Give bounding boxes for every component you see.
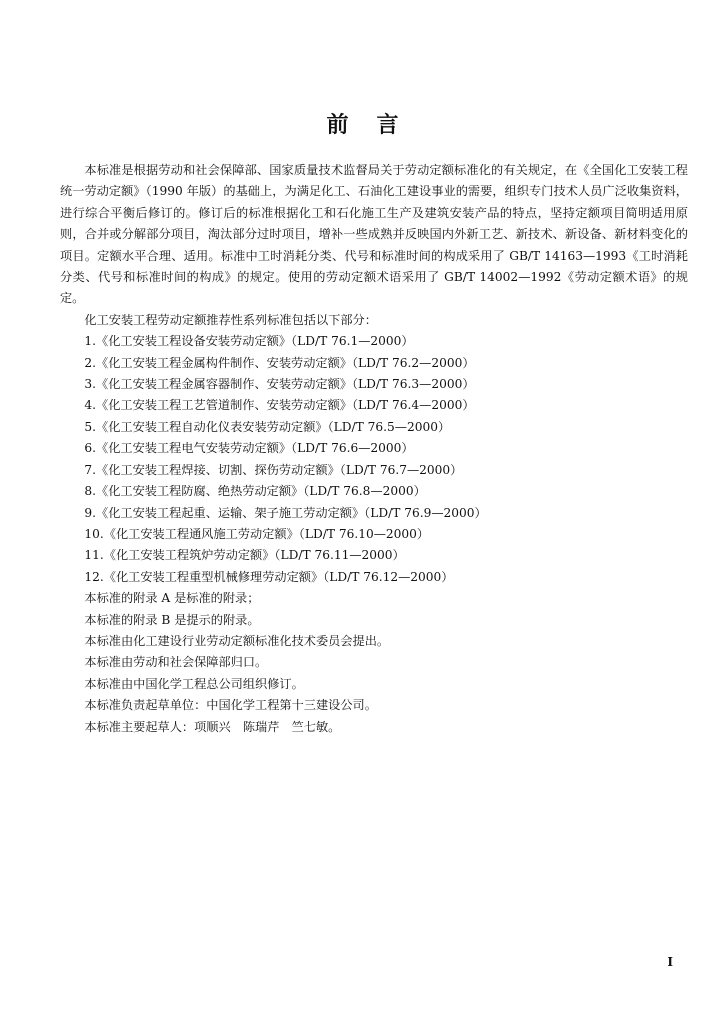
note-line: 本标准主要起草人：项顺兴 陈瑞芹 竺七敏。 <box>84 719 341 734</box>
list-item: 4.《化工安装工程工艺管道制作、安装劳动定额》（LD/T 76.4—2000） <box>84 398 475 413</box>
list-item: 5.《化工安装工程自动化仪表安装劳动定额》（LD/T 76.5—2000） <box>84 419 451 434</box>
note-line: 本标准的附录 A 是标准的附录； <box>84 591 260 606</box>
page-number: I <box>667 955 673 969</box>
list-item: 6.《化工安装工程电气安装劳动定额》（LD/T 76.6—2000） <box>84 441 414 456</box>
list-item: 2.《化工安装工程金属构件制作、安装劳动定额》（LD/T 76.2—2000） <box>84 355 475 370</box>
intro-paragraph: 本标准是根据劳动和社会保障部、国家质量技术监督局关于劳动定额标准化的有关规定，在《全国化工安装工程统一劳动定额》（1990 年版）的基础上，为满足化工、石油化工建设事业的需要，组织专门技术人员广泛收集资料，进行综合平衡后修订的。修订后的标准根据化工和石化施工生产及建筑安装产品的特点，坚持定额项目简明适用原则，合并或分解部分项目，淘汰部分过时项目，增补一些成熟并反映国内外新工艺、新技术、新设备、新材料变化的项目。定额水平合理、适用。标准中工时消耗分类、代号和标准时间的构成采用了 GB/T 14163—1993《工时消耗分类、代号和标准时间的构成》的规定。使用的劳动定额术语采用了 GB/T 14002—1992《劳动定额术语》的规定。 <box>60 163 688 306</box>
list-item: 11.《化工安装工程筑炉劳动定额》（LD/T 76.11—2000） <box>84 548 405 563</box>
document-body <box>60 160 688 738</box>
list-item: 1.《化工安装工程设备安装劳动定额》（LD/T 76.1—2000） <box>84 334 414 349</box>
list-item: 7.《化工安装工程焊接、切割、探伤劳动定额》（LD/T 76.7—2000） <box>84 462 463 477</box>
list-item: 10.《化工安装工程通风施工劳动定额》（LD/T 76.10—2000） <box>84 526 430 541</box>
note-line: 本标准由中国化学工程总公司组织修订。 <box>84 676 304 691</box>
parts-intro-paragraph: 化工安装工程劳动定额推荐性系列标准包括以下部分： <box>84 312 377 327</box>
list-item: 9.《化工安装工程起重、运输、架子施工劳动定额》（LD/T 76.9—2000） <box>84 505 487 520</box>
page-title: 前言 <box>326 112 427 138</box>
list-item: 12.《化工安装工程重型机械修理劳动定额》（LD/T 76.12—2000） <box>84 569 454 584</box>
note-line: 本标准的附录 B 是提示的附录。 <box>84 612 260 627</box>
list-item: 8.《化工安装工程防腐、绝热劳动定额》（LD/T 76.8—2000） <box>84 484 426 499</box>
list-item: 3.《化工安装工程金属容器制作、安装劳动定额》（LD/T 76.3—2000） <box>84 377 475 392</box>
note-line: 本标准由化工建设行业劳动定额标准化技术委员会提出。 <box>84 633 390 648</box>
parts-list <box>60 331 688 588</box>
note-line: 本标准负责起草单位：中国化学工程第十三建设公司。 <box>84 698 377 713</box>
note-line: 本标准由劳动和社会保障部归口。 <box>84 655 268 670</box>
notes-list <box>60 588 688 738</box>
